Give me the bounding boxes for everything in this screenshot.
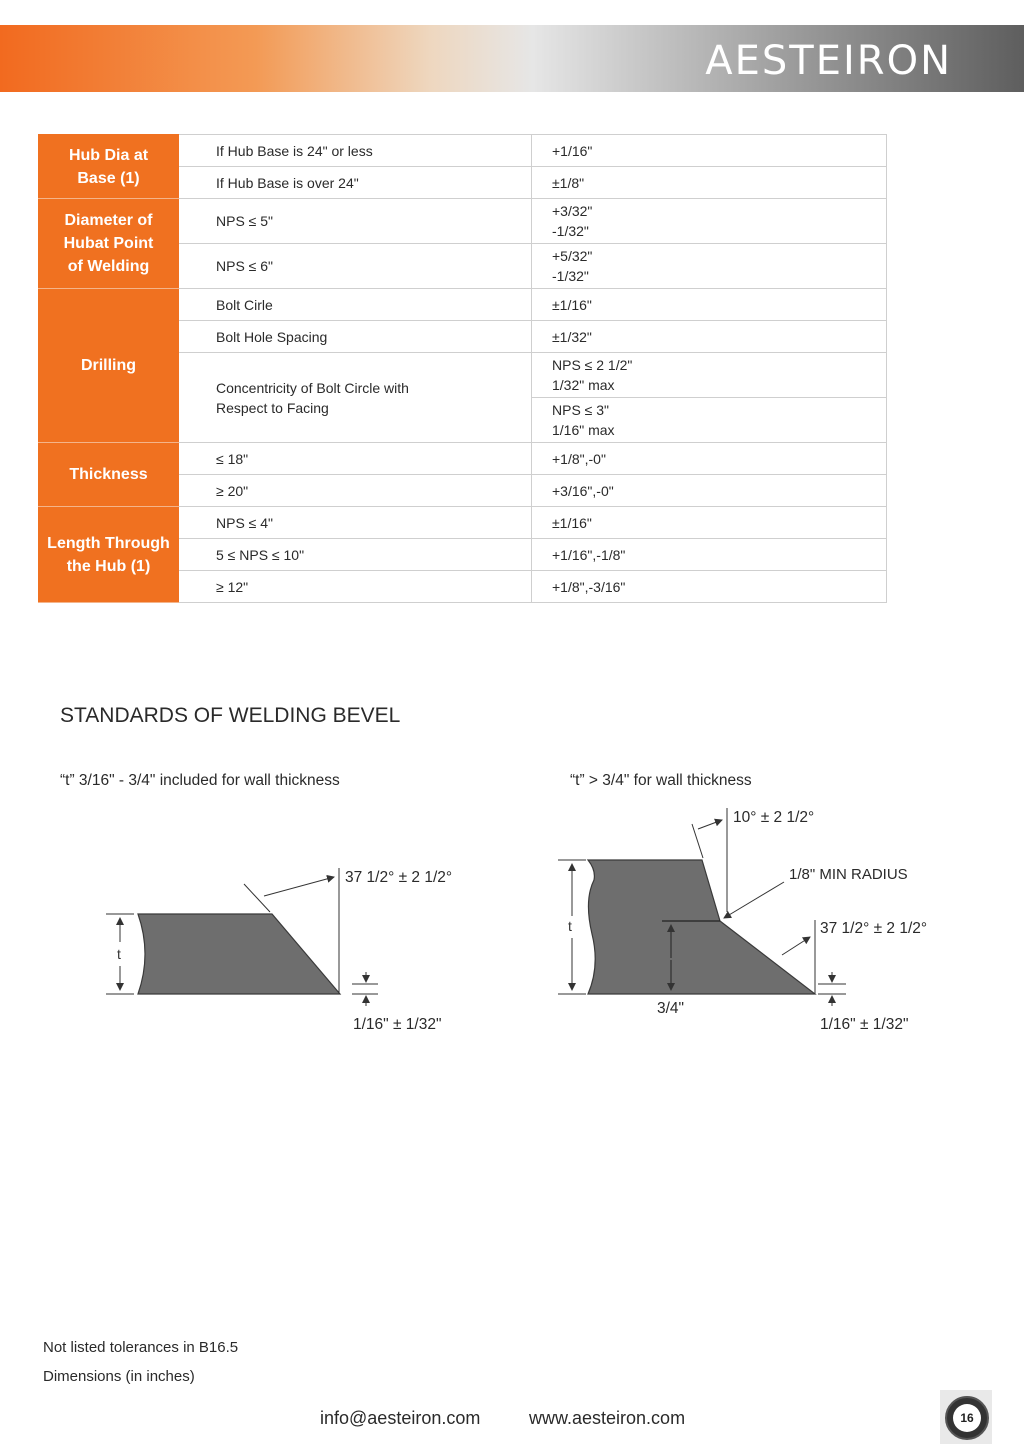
right-bevel-diagram <box>558 808 927 1033</box>
category-label: Thickness <box>69 466 148 483</box>
left-land-label: 1/16" ± 1/32" <box>353 1016 442 1033</box>
page-number-box <box>940 1390 992 1444</box>
right-step-label: 3/4" <box>657 1000 685 1017</box>
condition-text: 5 ≤ NPS ≤ 10" <box>216 546 305 563</box>
category-label: Hubat Point <box>63 235 154 252</box>
condition-text: Concentricity of Bolt Circle with <box>216 379 409 396</box>
left-angle-label: 37 1/2° ± 2 1/2° <box>345 869 453 886</box>
condition-text: ≤ 18" <box>216 450 249 467</box>
tolerance-value: ±1/16" <box>552 514 592 531</box>
tolerance-value: +1/8",-0" <box>552 450 606 467</box>
tolerance-value: ±1/16" <box>552 296 592 313</box>
tolerance-value: +3/32" <box>552 203 593 219</box>
category-label: Drilling <box>80 357 137 374</box>
tolerance-value: +3/16",-0" <box>552 482 614 499</box>
right-t-label: t <box>568 918 572 934</box>
right-angle-arrow <box>782 937 810 955</box>
condition-text: ≥ 20" <box>216 482 249 499</box>
section-title: STANDARDS OF WELDING BEVEL <box>60 704 401 727</box>
right-pipe-wall-shape <box>588 860 815 994</box>
right-angle-label: 37 1/2° ± 2 1/2° <box>820 920 928 937</box>
category-label: Base (1) <box>77 169 140 187</box>
condition-text: NPS ≤ 4" <box>216 514 274 531</box>
tolerance-value: 1/32" max <box>552 377 615 393</box>
tolerance-value: 1/16" max <box>552 422 615 438</box>
condition-text: Respect to Facing <box>216 399 329 416</box>
right-top-angle-label: 10° ± 2 1/2° <box>733 809 815 826</box>
right-top-extension-line <box>692 824 703 858</box>
tolerance-value: +1/16",-1/8" <box>552 546 626 563</box>
brand-logo: AESTEIRON <box>705 38 952 84</box>
category-label: Hub Dia at <box>68 146 149 164</box>
right-top-angle-arrow <box>698 820 722 829</box>
tolerance-value: NPS ≤ 3" <box>552 402 610 418</box>
tolerance-value: ±1/8" <box>552 174 585 191</box>
footer-website[interactable]: www.aesteiron.com <box>529 1408 686 1428</box>
tolerance-value: -1/32" <box>552 223 589 239</box>
note-b165: Not listed tolerances in B16.5 <box>43 1339 239 1356</box>
left-diagram-caption: “t” 3/16" - 3/4" included for wall thickness <box>60 772 340 789</box>
page-number: 16 <box>953 1404 981 1432</box>
tolerance-value: +5/32" <box>552 248 593 264</box>
page-badge-icon <box>945 1396 989 1440</box>
right-diagram-caption: “t” > 3/4" for wall thickness <box>570 772 752 789</box>
left-t-label: t <box>117 946 121 962</box>
left-pipe-wall-shape <box>138 914 340 994</box>
right-land-label: 1/16" ± 1/32" <box>820 1016 909 1033</box>
category-label: Diameter of <box>64 212 153 229</box>
category-label: the Hub (1) <box>66 557 151 575</box>
condition-text: ≥ 12" <box>216 578 249 595</box>
left-angle-arrow <box>264 877 334 896</box>
left-bevel-extension-line <box>244 884 270 912</box>
tolerance-value: ±1/32" <box>552 328 592 345</box>
tolerance-value: +1/16" <box>552 142 593 159</box>
tolerance-value: +1/8",-3/16" <box>552 578 626 595</box>
condition-text: If Hub Base is over 24" <box>216 174 359 191</box>
condition-text: NPS ≤ 6" <box>216 258 274 274</box>
left-bevel-diagram <box>106 868 452 1033</box>
right-radius-label: 1/8" MIN RADIUS <box>789 866 908 883</box>
condition-text: If Hub Base is 24" or less <box>216 142 373 159</box>
right-radius-arrow <box>724 882 784 918</box>
condition-text: NPS ≤ 5" <box>216 213 274 229</box>
tolerance-value: NPS ≤ 2 1/2" <box>552 357 633 373</box>
note-dimensions: Dimensions (in inches) <box>43 1368 195 1385</box>
tolerance-value: -1/32" <box>552 268 589 284</box>
condition-text: Bolt Hole Spacing <box>216 328 328 345</box>
category-label: Length Through <box>47 534 170 552</box>
condition-text: Bolt Cirle <box>216 296 273 313</box>
footer-email[interactable]: info@aesteiron.com <box>320 1408 481 1428</box>
category-label: of Welding <box>67 258 150 275</box>
